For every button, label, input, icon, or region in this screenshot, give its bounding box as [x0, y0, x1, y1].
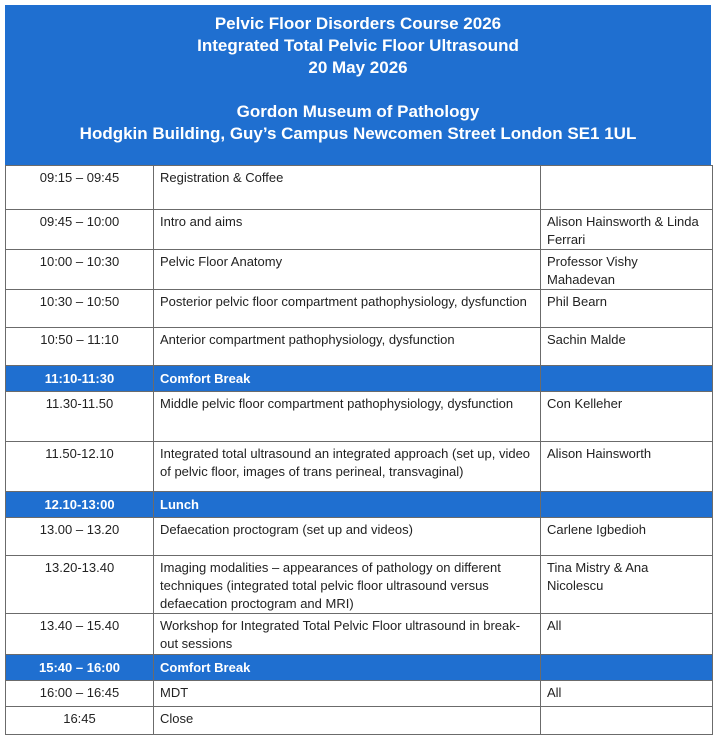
- speaker-cell: Carlene Igbedioh: [541, 518, 713, 556]
- session-cell: MDT: [154, 681, 541, 707]
- time-cell: 10:30 – 10:50: [6, 290, 154, 328]
- session-cell: Defaecation proctogram (set up and videos): [154, 518, 541, 556]
- speaker-cell: [541, 366, 713, 392]
- time-cell: 12.10-13:00: [6, 492, 154, 518]
- time-cell: 10:00 – 10:30: [6, 250, 154, 290]
- break-row: [6, 366, 713, 392]
- session-cell: Intro and aims: [154, 210, 541, 250]
- schedule-table: [5, 165, 713, 735]
- speaker-cell: Alison Hainsworth & Linda Ferrari: [541, 210, 713, 250]
- session-cell: Middle pelvic floor compartment pathophysiology, dysfunction: [154, 392, 541, 442]
- speaker-cell: Tina Mistry & Ana Nicolescu: [541, 556, 713, 614]
- time-cell: 09:45 – 10:00: [6, 210, 154, 250]
- session-cell: Posterior pelvic floor compartment pathophysiology, dysfunction: [154, 290, 541, 328]
- time-cell: 15:40 – 16:00: [6, 655, 154, 681]
- schedule-row: [6, 166, 713, 210]
- session-cell: Pelvic Floor Anatomy: [154, 250, 541, 290]
- time-cell: 10:50 – 11:10: [6, 328, 154, 366]
- speaker-cell: Alison Hainsworth: [541, 442, 713, 492]
- break-row: [6, 655, 713, 681]
- schedule-row: [6, 614, 713, 655]
- course-subtitle: Integrated Total Pelvic Floor Ultrasound: [197, 36, 519, 55]
- venue-name: Gordon Museum of Pathology: [236, 102, 480, 121]
- time-cell: 16:00 – 16:45: [6, 681, 154, 707]
- time-cell: 13.40 – 15.40: [6, 614, 154, 655]
- speaker-cell: All: [541, 681, 713, 707]
- session-cell: Integrated total ultrasound an integrated approach (set up, video of pelvic floor, images of trans perineal, transvaginal): [154, 442, 541, 492]
- session-cell: Workshop for Integrated Total Pelvic Floor ultrasound in break-out sessions: [154, 614, 541, 655]
- course-header: [5, 5, 711, 165]
- speaker-cell: [541, 655, 713, 681]
- schedule-row: [6, 210, 713, 250]
- time-cell: 11:10-11:30: [6, 366, 154, 392]
- schedule-row: [6, 442, 713, 492]
- speaker-cell: [541, 492, 713, 518]
- speaker-cell: [541, 707, 713, 735]
- session-cell: Anterior compartment pathophysiology, dysfunction: [154, 328, 541, 366]
- session-cell: Lunch: [154, 492, 541, 518]
- session-cell: Comfort Break: [154, 655, 541, 681]
- speaker-cell: All: [541, 614, 713, 655]
- schedule-row: [6, 518, 713, 556]
- course-title: Pelvic Floor Disorders Course 2026: [214, 14, 502, 33]
- schedule-row: [6, 556, 713, 614]
- speaker-cell: Con Kelleher: [541, 392, 713, 442]
- speaker-cell: Phil Bearn: [541, 290, 713, 328]
- time-cell: 16:45: [6, 707, 154, 735]
- session-cell: Comfort Break: [154, 366, 541, 392]
- time-cell: 11.50-12.10: [6, 442, 154, 492]
- schedule-row: [6, 392, 713, 442]
- session-cell: Close: [154, 707, 541, 735]
- course-date: 20 May 2026: [308, 58, 408, 77]
- schedule-row: [6, 328, 713, 366]
- schedule-row: [6, 681, 713, 707]
- time-cell: 09:15 – 09:45: [6, 166, 154, 210]
- session-cell: Imaging modalities – appearances of pathology on different techniques (integrated total pelvic floor ultrasound versus defaecation proctogram and MRI): [154, 556, 541, 614]
- session-cell: Registration & Coffee: [154, 166, 541, 210]
- schedule-row: [6, 707, 713, 735]
- time-cell: 11.30-11.50: [6, 392, 154, 442]
- schedule-row: [6, 250, 713, 290]
- speaker-cell: Professor Vishy Mahadevan: [541, 250, 713, 290]
- break-row: [6, 492, 713, 518]
- venue-address: Hodgkin Building, Guy’s Campus Newcomen Street London SE1 1UL: [79, 124, 637, 143]
- time-cell: 13.00 – 13.20: [6, 518, 154, 556]
- schedule-row: [6, 290, 713, 328]
- time-cell: 13.20-13.40: [6, 556, 154, 614]
- speaker-cell: Sachin Malde: [541, 328, 713, 366]
- speaker-cell: [541, 166, 713, 210]
